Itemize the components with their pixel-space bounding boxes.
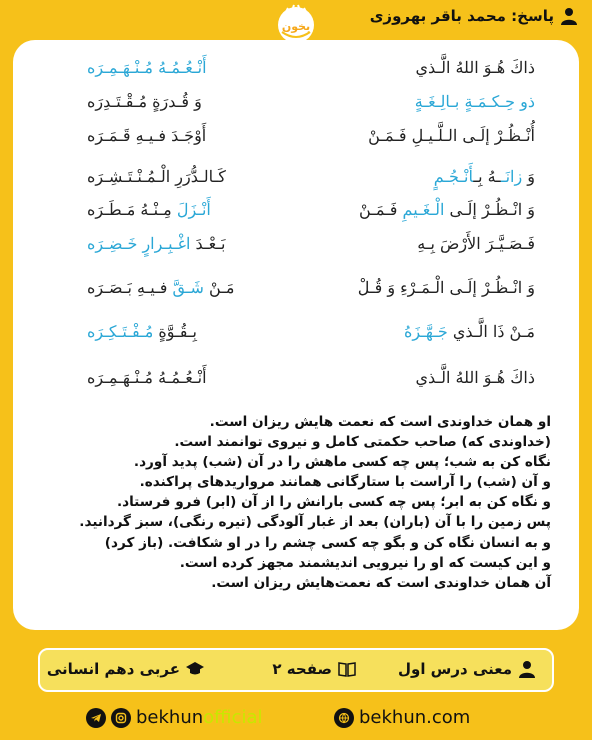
social-suffix: official <box>203 707 263 728</box>
footer-bar <box>0 700 592 740</box>
highlighted-word: مُـفْـتَـكِـرَه <box>87 322 154 341</box>
poem-text: أُنْـظُـرْ إلَـى الـلَّـيـلِ فَـمَـنْ <box>368 126 535 145</box>
highlighted-word: جَـهَّـزَهُ <box>403 322 448 341</box>
bekhun-logo <box>272 2 320 44</box>
graduation-cap-icon <box>186 660 204 678</box>
social-prefix: bekhun <box>136 707 204 728</box>
highlighted-word: أَنْـزَلَ <box>176 200 211 219</box>
highlighted-word: ذو حِـكـمَـةٍ بـالِـغَـةٍ <box>414 92 535 111</box>
poem-text: ذاكَ <box>510 58 535 77</box>
poem-text: كَـالـدُّرَرِ الْـمُـنْـتَـشِـرَه <box>87 167 226 186</box>
poem-text: فَـصَـيَّـرَ الأَرْضَ بِـهِ <box>417 234 535 253</box>
poem-hemistich-left <box>87 200 211 219</box>
poem-hemistich-left <box>87 126 206 145</box>
translation-line: او همان خداوندی است که نعمت هایش ریزان است. <box>209 414 551 430</box>
user-icon <box>518 660 536 678</box>
poem-text: ـهُ بِـ <box>473 167 501 186</box>
poem-text: بَـعْـدَ <box>190 234 226 253</box>
poem-text: مَـنْ ذَا الَّـذي <box>447 322 535 341</box>
poem-hemistich-right <box>415 368 535 387</box>
course-label: عربی دهم انسانی <box>47 660 204 678</box>
poem-text: وَ قُـدرَةٍ مُـقْـتَـدِرَه <box>87 92 202 111</box>
translation-line: و این کیست که او را نیرویی اندیشمند مجهز کرده است. <box>179 554 551 571</box>
poem-section <box>13 40 579 412</box>
globe-icon <box>334 708 354 728</box>
poem-hemistich-left <box>87 322 197 341</box>
lesson-label: معنی درس اول <box>398 660 536 678</box>
poem-text: هُـوَ اللهُ الَّـذي <box>415 58 511 77</box>
poem-hemistich-right <box>417 234 535 253</box>
info-bar <box>38 648 554 692</box>
poem-text: أَوْجَـدَ فـيـهِ قَـمَـرَه <box>87 126 207 145</box>
poem-hemistich-left <box>87 92 202 111</box>
answer-text: پاسخ: محمد باقر بهروزی <box>369 7 554 25</box>
poem-text: مِـنْـهُ مَـطَـرَه <box>87 200 177 219</box>
page-label: صفحه ۲ <box>272 660 356 678</box>
translation-line: و به انسان نگاه کن و بگو چه کسی چشم را در او شکافت. (باز کرد) <box>104 534 551 551</box>
highlighted-word: أَنْـعُـمُـهُ مُـنْـهَـمِـرَه <box>87 58 207 77</box>
logo-text: بخون <box>281 20 311 33</box>
poem-hemistich-right <box>415 58 535 77</box>
highlighted-word: اغْـبِـرارٍ خَـضِـرَه <box>87 234 191 253</box>
website-link[interactable] <box>334 707 470 728</box>
translation-line: پس زمین را با آن (باران) بعد از غبار آلودگی (تیره رنگی)، سبز گردانید. <box>79 514 551 531</box>
translation-line: (خداوندی که) صاحب حکمتی کامل و نیروی توانمند است. <box>174 434 551 451</box>
translation-line: آن همان خداوندی است که نعمت‌هایش ریزان است. <box>211 574 551 591</box>
poem-hemistich-left <box>87 58 207 77</box>
poem-hemistich-left <box>87 234 225 253</box>
highlighted-word: شَـقَّ <box>172 278 204 297</box>
highlighted-word: زانَـ <box>500 167 523 186</box>
translation-line: و آن (شب) را آراست با ستارگانی همانند مرواریدهای پراکنده. <box>139 474 551 491</box>
highlighted-word: الْـغَـيمِ <box>402 200 445 219</box>
poem-hemistich-right <box>415 92 535 111</box>
poem-hemistich-right <box>368 126 535 145</box>
poem-hemistich-right <box>359 200 535 219</box>
poem-hemistich-left <box>87 167 226 186</box>
instagram-icon[interactable] <box>111 708 131 728</box>
poem-text: وَ <box>522 167 535 186</box>
translation-line: نگاه کن به شب؛ پس چه کسی ماهش را در آن (شب) پدید آورد. <box>133 454 551 471</box>
answer-label <box>370 7 578 25</box>
poem-text: فَـمَـنْ <box>359 200 403 219</box>
poem-text: ذاكَ هُـوَ اللهُ الَّـذي <box>415 368 535 387</box>
top-bar <box>0 0 592 34</box>
highlighted-word: أَنْـجُـمٍ <box>433 167 474 186</box>
content-card <box>13 40 579 630</box>
poem-text: أَنْـعُـمُـهُ مُـنْـهَـمِـرَه <box>87 368 207 387</box>
translation-section <box>41 412 551 593</box>
telegram-icon[interactable] <box>86 708 106 728</box>
poem-hemistich-right <box>434 167 535 186</box>
translation-line: و نگاه کن به ابر؛ پس چه کسی بارانش را از آن (ابر) فرو فرستاد. <box>116 494 551 511</box>
poem-text: بِـقُـوَّةٍ <box>153 322 197 341</box>
poem-hemistich-left <box>87 278 234 297</box>
poem-text: مَـنْ <box>203 278 235 297</box>
user-icon <box>560 7 578 25</box>
book-icon <box>338 660 356 678</box>
poem-hemistich-right <box>404 322 535 341</box>
poem-text: وَ انْـظُـرْ إلَـى <box>444 200 535 219</box>
social-handle[interactable] <box>86 707 263 728</box>
poem-hemistich-right <box>358 278 535 297</box>
website-text: bekhun.com <box>359 707 471 728</box>
poem-text: وَ انْـظُـرْ إلَـى الْـمَـرْءِ وَ قُـلْ <box>357 278 535 297</box>
poem-text: فـيـهِ بَـصَـرَه <box>87 278 173 297</box>
poem-hemistich-left <box>87 368 207 387</box>
